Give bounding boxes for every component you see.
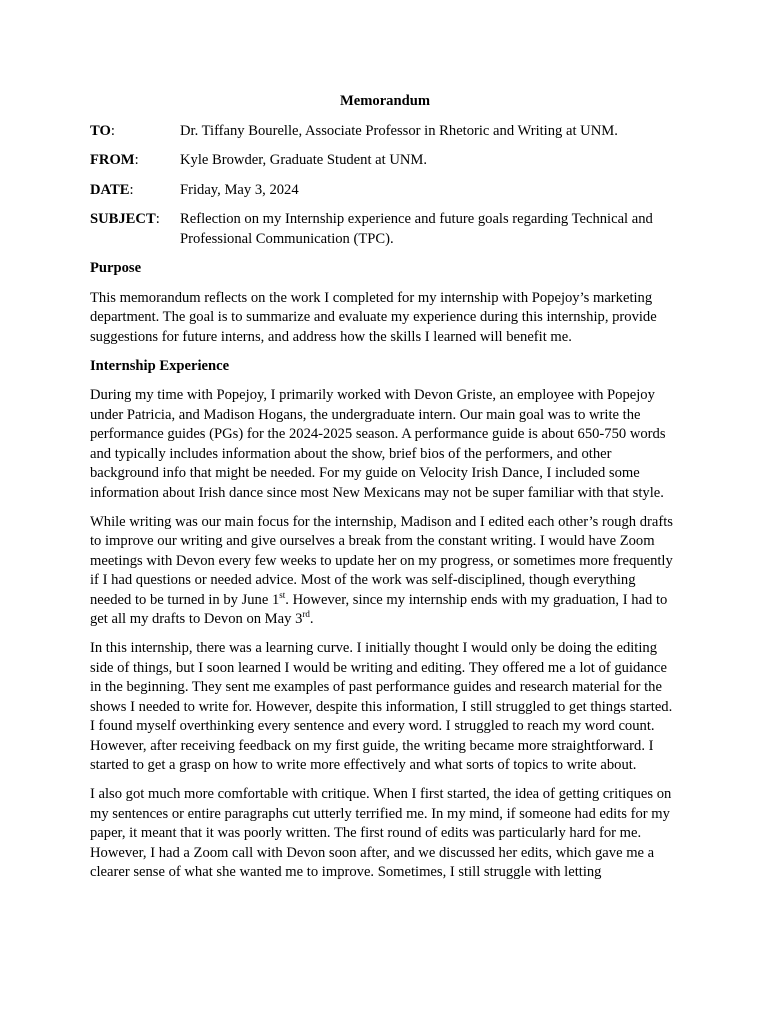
- header-to: [90, 122, 680, 142]
- header-label-subject: SUBJECT:: [90, 211, 160, 227]
- header-value-date: Friday, May 3, 2024: [180, 181, 299, 198]
- header-value-subject: Reflection on my Internship experience and future goals regarding Technical and Professional Communication (TPC).: [180, 211, 653, 247]
- p2-text-b: . However, since my internship ends with my graduation, I had to get all my drafts to Devon on May 3: [90, 591, 668, 627]
- header-value-to: Dr. Tiffany Bourelle, Associate Professor in Rhetoric and Writing at UNM.: [180, 122, 618, 139]
- p2-text-c: .: [309, 611, 314, 627]
- purpose-heading: Purpose: [90, 260, 142, 276]
- experience-paragraph-2: [90, 513, 680, 630]
- header-from: [90, 151, 680, 171]
- memo-page: [90, 92, 680, 892]
- experience-paragraph-4: I also got much more comfortable with critique. When I first started, the idea of getting critiques on my sentences or entire paragraphs cut utterly terrified me. In my mind, if someone had edits for my paper, it meant that it was poorly written. The first round of edits was particularly hard for me. However, I had a Zoom call with Devon soon after, and we discussed her edits, which gave me a clearer sense of what she wanted me to improve. Sometimes, I still struggle with letting: [90, 786, 672, 880]
- header-label-date: DATE:: [90, 181, 134, 198]
- experience-paragraph-1: During my time with Popejoy, I primarily worked with Devon Griste, an employee with Popejoy under Patricia, and Madison Hogans, the undergraduate intern. Our main goal was to write the performance guides (PGs) for the 2024-2025 season. A performance guide is about 650-750 words and typically includes information about the show, brief bios of the performers, and other background info that might be needed. For my guide on Velocity Irish Dance, I included some information about Irish dance since most New Mexicans may not be super familiar with that style.: [90, 387, 666, 501]
- header-value-from: Kyle Browder, Graduate Student at UNM.: [180, 152, 428, 168]
- memo-title: Memorandum: [340, 93, 430, 109]
- header-date: [90, 181, 680, 201]
- experience-heading: Internship Experience: [90, 357, 230, 374]
- header-label-to: TO:: [90, 122, 115, 139]
- p2-text-a: While writing was our main focus for the internship, Madison and I edited each other’s rough drafts to improve our writing and give ourselves a break from the constant writing. I would have Zoom meetings with Devon every few weeks to update her on my progress, or sometimes more frequently if I had questions or needed advice. Most of the work was self-disciplined, though everything needed to be turned in by June 1: [90, 513, 673, 608]
- header-subject: [90, 210, 680, 249]
- p2-superscript-st: st: [279, 589, 286, 600]
- experience-paragraph-3: In this internship, there was a learning curve. I initially thought I would only be doing the editing side of things, but I soon learned I would be writing and editing. They offered me a lot of guidance in the beginning. They sent me examples of past performance guides and research material for the shows I needed to write for. However, despite this information, I still struggled to get things started. I found myself overthinking every sentence and every word. I struggled to reach my word count. However, after receiving feedback on my first guide, the writing became more straightforward. I started to get a grasp on how to write more effectively and what sorts of topics to write about.: [90, 640, 673, 773]
- purpose-paragraph: This memorandum reflects on the work I completed for my internship with Popejoy’s marketing department. The goal is to summarize and evaluate my experience during this internship, provide suggestions for future interns, and address how the skills I learned will benefit me.: [90, 289, 657, 345]
- p2-superscript-rd: rd: [302, 609, 310, 620]
- header-label-from: FROM:: [90, 152, 139, 168]
